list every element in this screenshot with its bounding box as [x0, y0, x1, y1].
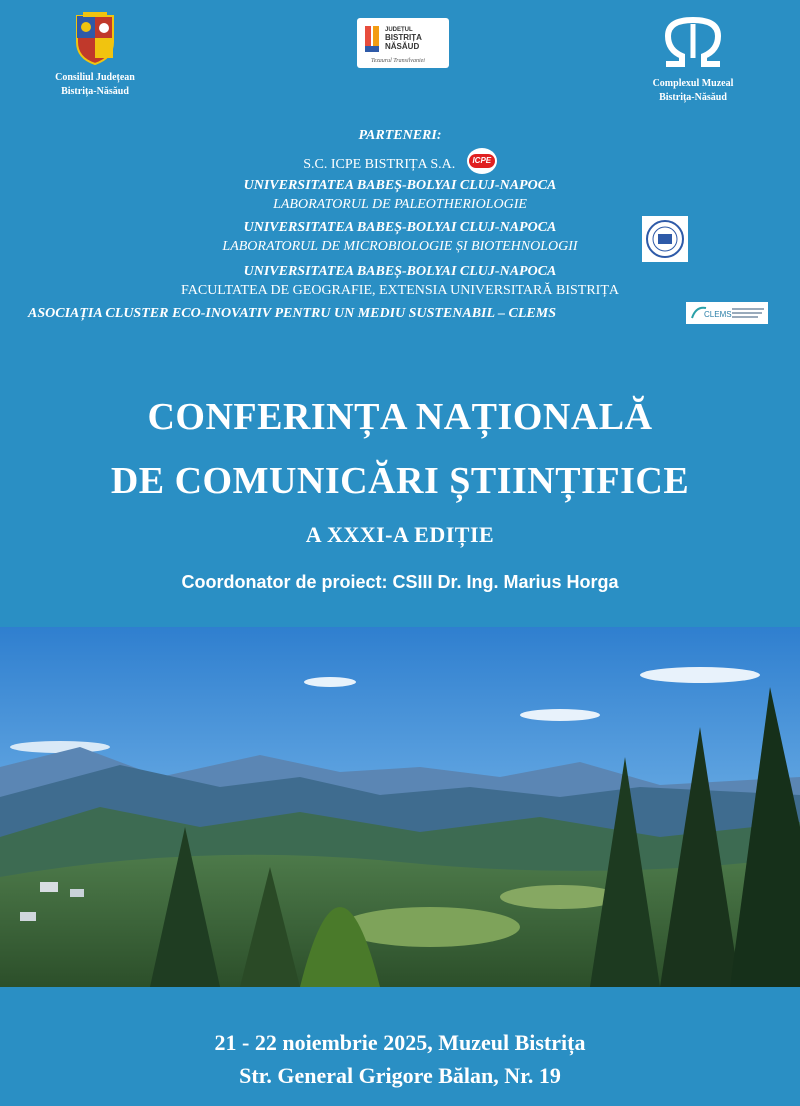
- ubb-lab-seal-icon: [642, 216, 688, 262]
- partner-icpe-name: S.C. ICPE BISTRIȚA S.A.: [303, 157, 456, 173]
- partners-heading: PARTENERI:: [358, 128, 442, 143]
- conference-title-line-1: CONFERINȚA NAȚIONALĂ: [147, 396, 653, 438]
- partner-clems-name: ASOCIAȚIA CLUSTER ECO-INOVATIV PENTRU UN MEDIU SUSTENABIL – CLEMS: [28, 306, 556, 321]
- project-coordinator: Coordonator de proiect: CSIII Dr. Ing. Marius Horga: [181, 572, 619, 592]
- mid-logo-tagline: Tezaurul Transilvaniei: [371, 58, 425, 64]
- mid-logo-line-1: JUDEȚUL: [385, 27, 413, 33]
- partner-ubb1-name: UNIVERSITATEA BABEȘ-BOLYAI CLUJ-NAPOCA: [243, 178, 557, 193]
- conference-title-line-2: DE COMUNICĂRI ȘTIINȚIFICE: [110, 460, 690, 502]
- partner-ubb2-name: UNIVERSITATEA BABEȘ-BOLYAI CLUJ-NAPOCA: [243, 220, 557, 235]
- partner-ubb2-lab: LABORATORUL DE MICROBIOLOGIE ȘI BIOTEHNOLOGII: [222, 239, 578, 254]
- partner-ubb1-lab: LABORATORUL DE PALEOTHERIOLOGIE: [273, 197, 527, 212]
- icpe-logo-text: ICPE: [469, 154, 495, 168]
- edition-label: A XXXI-A EDIȚIE: [305, 522, 495, 547]
- museum-omega-icon: [658, 12, 728, 72]
- mid-logo-line-2: BISTRIȚA: [385, 33, 422, 42]
- county-tourism-logo: [357, 18, 449, 68]
- county-council-name-1: Consiliul Județean: [55, 72, 135, 83]
- county-council-logo: [40, 12, 150, 99]
- mountain-landscape-photo: [0, 627, 800, 987]
- county-coat-of-arms-icon: [73, 12, 117, 66]
- clems-logo-text: CLEMS: [704, 310, 732, 319]
- museum-complex-logo: [628, 12, 758, 105]
- icpe-logo: [467, 148, 497, 174]
- clems-logo: [686, 302, 768, 324]
- partner-ubb2: [0, 218, 800, 256]
- partner-clems: [0, 300, 800, 326]
- county-council-name-2: Bistrița-Năsăud: [61, 86, 129, 97]
- museum-name-1: Complexul Muzeal: [652, 78, 734, 89]
- partner-icpe: [0, 148, 800, 176]
- partner-ubb3-faculty: FACULTATEA DE GEOGRAFIE, EXTENSIA UNIVERSITARĂ BISTRIȚA: [181, 283, 619, 298]
- partners-section: [0, 126, 800, 326]
- partner-ubb3-name: UNIVERSITATEA BABEȘ-BOLYAI CLUJ-NAPOCA: [243, 264, 557, 279]
- mid-logo-line-3: NĂSĂUD: [385, 42, 420, 51]
- event-date-location: 21 - 22 noiembrie 2025, Muzeul Bistrița: [214, 1030, 586, 1055]
- event-address: Str. General Grigore Bălan, Nr. 19: [239, 1063, 561, 1088]
- museum-name-2: Bistrița-Năsăud: [659, 92, 727, 103]
